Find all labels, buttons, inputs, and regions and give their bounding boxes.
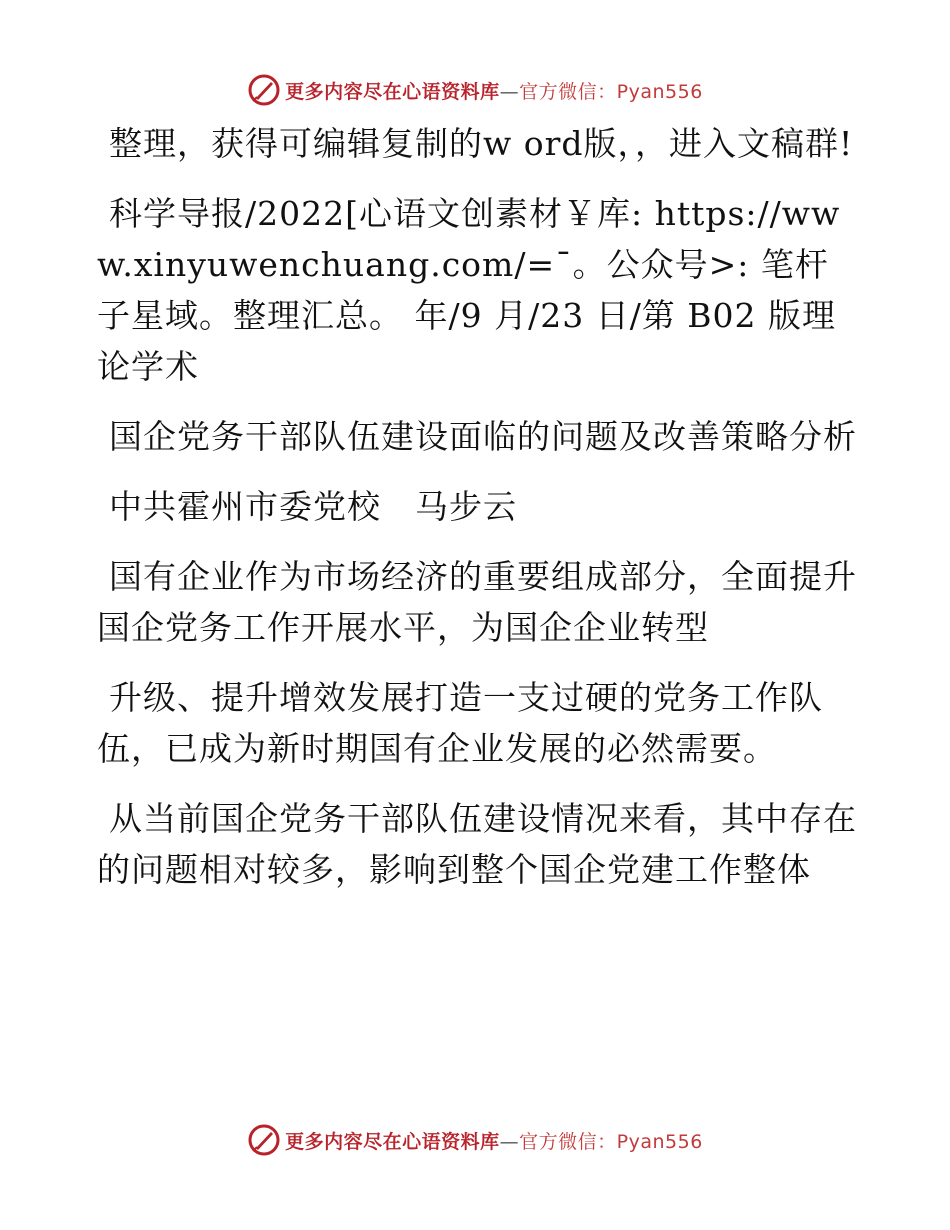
banner-separator: — (499, 80, 520, 103)
footer-banner (0, 1120, 950, 1160)
paragraph-intro: 整理，获得可编辑复制的w ord版，，进入文稿群! (109, 124, 854, 163)
banner-main-text: 更多内容尽在心语资料库 (285, 80, 500, 103)
banner-main-text: 更多内容尽在心语资料库 (285, 1130, 500, 1153)
document-body (97, 118, 857, 914)
paragraph-body-2: 升级、提升增效发展打造一支过硬的党务工作队伍，已成为新时期国有企业发展的必然需要。 (97, 678, 823, 768)
paragraph-body-3: 从当前国企党务干部队伍建设情况来看，其中存在的问题相对较多，影响到整个国企党建工作整体 (97, 799, 857, 889)
quill-circle-icon (247, 73, 281, 107)
header-banner (0, 70, 950, 110)
quill-circle-icon (247, 1123, 281, 1157)
banner-text (285, 1127, 703, 1154)
banner-separator: — (499, 1130, 520, 1153)
banner-wechat-text: 官方微信：Pyan556 (519, 80, 703, 103)
banner-wechat-text: 官方微信：Pyan556 (519, 1130, 703, 1153)
article-author: 中共霍州市委党校 马步云 (109, 487, 517, 526)
banner-text (285, 77, 703, 104)
paragraph-body-1: 国有企业作为市场经济的重要组成部分，全面提升国企党务工作开展水平，为国企企业转型 (97, 557, 857, 647)
article-title: 国企党务干部队伍建设面临的问题及改善策略分析 (109, 417, 857, 456)
paragraph-source: 科学导报/2022[心语文创素材￥库: https://www.xinyuwenchuang.com/=¯。公众号>: 笔杆子星域。整理汇总。 年/9 月/23 日/第 B02 版理论学术 (97, 194, 841, 386)
